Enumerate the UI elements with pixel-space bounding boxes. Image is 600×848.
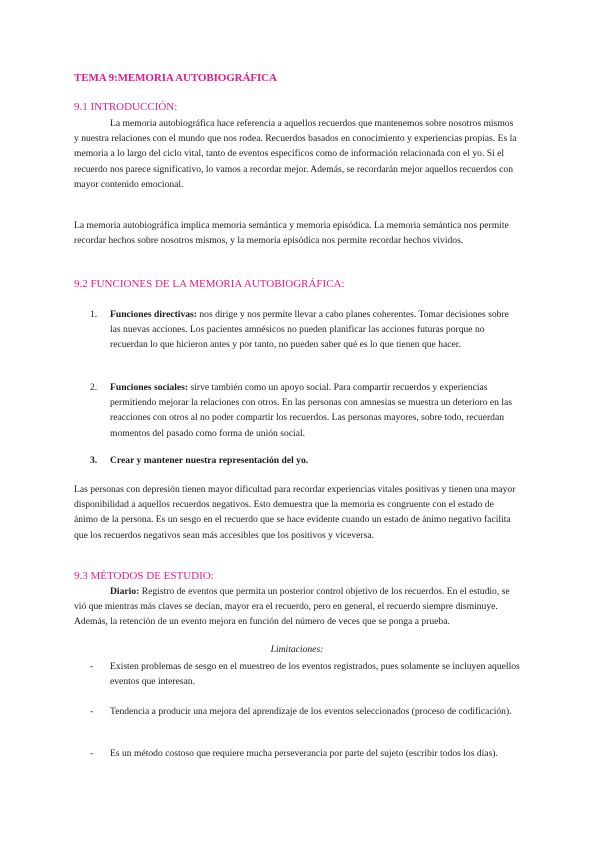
limitacion-item: Tendencia a producir una mejora del aprendizaje de los eventos seleccionados (proceso de codificación). bbox=[110, 706, 512, 717]
dash-bullet: - bbox=[90, 748, 94, 759]
list-number: 1. bbox=[90, 309, 98, 320]
section-heading-introduccion: 9.1 INTRODUCCIÓN: bbox=[74, 101, 178, 113]
list-item-funciones-directivas: Funciones directivas: nos dirige y nos permite llevar a cabo planes coherentes. Tomar decisiones sobre las nuevas acciones. Los pacientes amnésicos no pueden planificar las acciones futuras porque no recuerdan lo que hicieron antes y por tanto, no pueden saber qué es lo que tienen que hacer. bbox=[110, 309, 509, 351]
diario-paragraph: Diario: Registro de eventos que permita un posterior control objetivo de los recuerdos. En el estudio, se vió que mientras más claves se decían, mayor era el recuerdo, pero en general, el recuerdo siempre disminuye. Además, la retención de un evento mejora en función del número de veces que se ponga a prueba. bbox=[74, 586, 510, 628]
section-heading-metodos: 9.3 MÉTODOS DE ESTUDIO: bbox=[74, 570, 214, 582]
section-heading-funciones: 9.2 FUNCIONES DE LA MEMORIA AUTOBIOGRÁFICA: bbox=[74, 278, 345, 290]
limitaciones-title: Limitaciones: bbox=[270, 644, 324, 655]
intro-paragraph-1: La memoria autobiográfica hace referencia a aquellos recuerdos que mantenemos sobre nosotros mismos y nuestra relaciones con el mundo que nos rodea. Recuerdos basados en conocimiento y experiencias propias. Es la memoria a lo largo del ciclo vital, tanto de eventos específicos como de información relacionada con el yo. Si el recuerdo nos parece significativo, lo vamos a recordar mejor. Además, se recordarán mejor aquellos recuerdos con mayor contenido emocional. bbox=[74, 118, 517, 190]
list-item-representacion-yo: Crear y mantener nuestra representación del yo. bbox=[110, 455, 309, 466]
list-number: 3. bbox=[90, 455, 98, 466]
depresion-paragraph: Las personas con depresión tienen mayor dificultad para recordar experiencias vitales positivas y tienen una mayor disponibilidad a aquellos recuerdos negativos. Esto demuestra que la memoria es congruente con el estado de ánimo de la persona. Es un sesgo en el recuerdo que se hace evidente cuando un estado de ánimo negativo facilita que los recuerdos negativos sean más accesibles que los positivos y viceversa. bbox=[74, 484, 516, 541]
limitacion-item: Existen problemas de sesgo en el muestreo de los eventos registrados, pues solamente se incluyen aquellos eventos que interesan. bbox=[110, 661, 520, 688]
dash-bullet: - bbox=[90, 661, 94, 672]
limitacion-item: Es un método costoso que requiere mucha perseverancia por parte del sujeto (escribir todos los días). bbox=[110, 748, 498, 759]
intro-paragraph-2: La memoria autobiográfica implica memoria semántica y memoria episódica. La memoria semántica nos permite recordar hechos sobre nosotros mismos, y la memoria episódica nos permite recordar hechos vividos. bbox=[74, 220, 509, 247]
list-item-funciones-sociales: Funciones sociales: sirve también como un apoyo social. Para compartir recuerdos y experiencias permitiendo mejorar la relaciones con otros. En las personas con amnesias se muestra un deterioro en las reacciones con otros al no poder compartir los recuerdos. Las personas mayores, sobre todo, recuerdan momentos del pasado como forma de unión social. bbox=[110, 382, 513, 439]
dash-bullet: - bbox=[90, 706, 94, 717]
page-title: TEMA 9:MEMORIA AUTOBIOGRÁFICA bbox=[74, 72, 277, 84]
list-number: 2. bbox=[90, 382, 98, 393]
